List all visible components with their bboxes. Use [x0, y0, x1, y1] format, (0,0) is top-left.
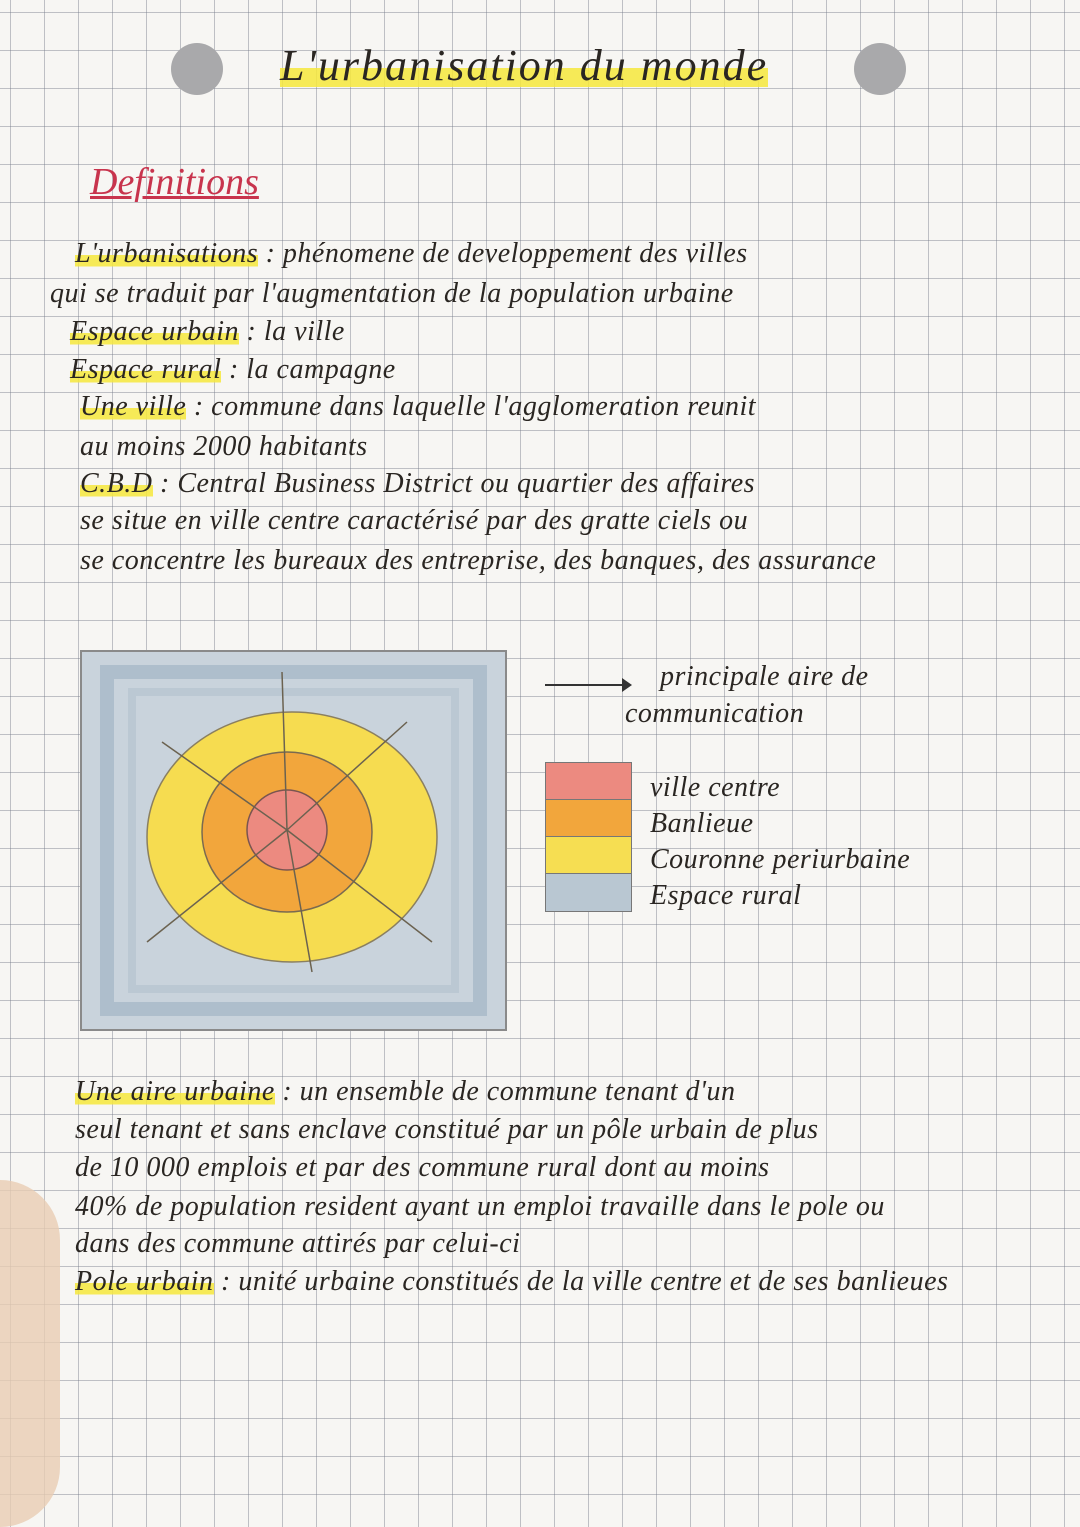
definition-text: commune dans laquelle l'agglomeration reunit — [211, 391, 757, 422]
text-line — [75, 240, 1068, 268]
separator: : — [258, 238, 283, 269]
urban-area-diagram — [80, 650, 507, 1031]
definition-text: un ensemble de commune tenant d'un — [299, 1076, 736, 1107]
definition-text: dans des commune attirés par celui-ci — [75, 1228, 521, 1259]
legend-label: ville centre — [650, 772, 781, 803]
definition-text: se situe en ville centre caractérisé par des gratte ciels ou — [80, 505, 749, 536]
text-line — [80, 507, 1068, 535]
legend-label: Espace rural — [650, 880, 802, 911]
legend-arrow-label-2: communication — [625, 698, 805, 729]
term: Espace urbain — [70, 316, 240, 347]
legend-swatch — [545, 873, 632, 912]
text-line — [75, 1154, 1068, 1182]
separator: : — [274, 1076, 300, 1107]
legend-swatch — [545, 762, 632, 801]
text-line — [75, 1230, 1068, 1258]
finger — [0, 1180, 60, 1527]
text-line — [80, 470, 1068, 498]
text-line — [70, 356, 1068, 384]
term: Espace rural — [70, 354, 222, 385]
definition-text: unité urbaine constitués de la ville centre et de ses banlieues — [238, 1266, 949, 1297]
text-line — [80, 433, 1068, 461]
legend-swatch — [545, 836, 632, 875]
legend-label: Couronne periurbaine — [650, 844, 911, 875]
concentric-city-drawing — [82, 652, 505, 1029]
separator: : — [221, 354, 247, 385]
section-heading: Definitions — [90, 161, 259, 203]
term: L'urbanisations — [75, 238, 259, 269]
separator: : — [186, 391, 212, 422]
definition-text: de 10 000 emplois et par des commune rural dont au moins — [75, 1152, 770, 1183]
text-line — [50, 280, 1068, 308]
separator: : — [213, 1266, 239, 1297]
text-line — [75, 1268, 1068, 1296]
text-line — [75, 1193, 1068, 1221]
term: C.B.D — [80, 468, 153, 499]
definition-text: phénomene de developpement des villes — [282, 238, 748, 269]
term: Une ville — [80, 391, 187, 422]
definition-text: 40% de population resident ayant un emploi travaille dans le pole ou — [75, 1191, 885, 1222]
punch-hole-right — [854, 43, 906, 95]
definition-text: qui se traduit par l'augmentation de la population urbaine — [50, 278, 734, 309]
term: Pole urbain — [75, 1266, 214, 1297]
separator: : — [152, 468, 178, 499]
definition-text: seul tenant et sans enclave constitué par un pôle urbain de plus — [75, 1114, 819, 1145]
text-line — [75, 1116, 1068, 1144]
text-line — [80, 393, 1068, 421]
definition-text: se concentre les bureaux des entreprise, des banques, des assurance — [80, 545, 877, 576]
definition-text: la campagne — [246, 354, 396, 385]
definition-text: la ville — [263, 316, 345, 347]
punch-hole-left — [171, 43, 223, 95]
text-line — [75, 1078, 1068, 1106]
legend-arrow-label: principale aire de — [660, 661, 869, 692]
term: Une aire urbaine — [75, 1076, 275, 1107]
text-line — [80, 547, 1068, 575]
definition-text: au moins 2000 habitants — [80, 431, 368, 462]
page-title: L'urbanisation du monde — [280, 41, 769, 90]
definition-text: Central Business District ou quartier des affaires — [177, 468, 756, 499]
legend-label: Banlieue — [650, 808, 754, 839]
legend-swatch — [545, 799, 632, 838]
arrow-icon — [545, 684, 630, 686]
text-line — [70, 318, 1068, 346]
separator: : — [239, 316, 264, 347]
